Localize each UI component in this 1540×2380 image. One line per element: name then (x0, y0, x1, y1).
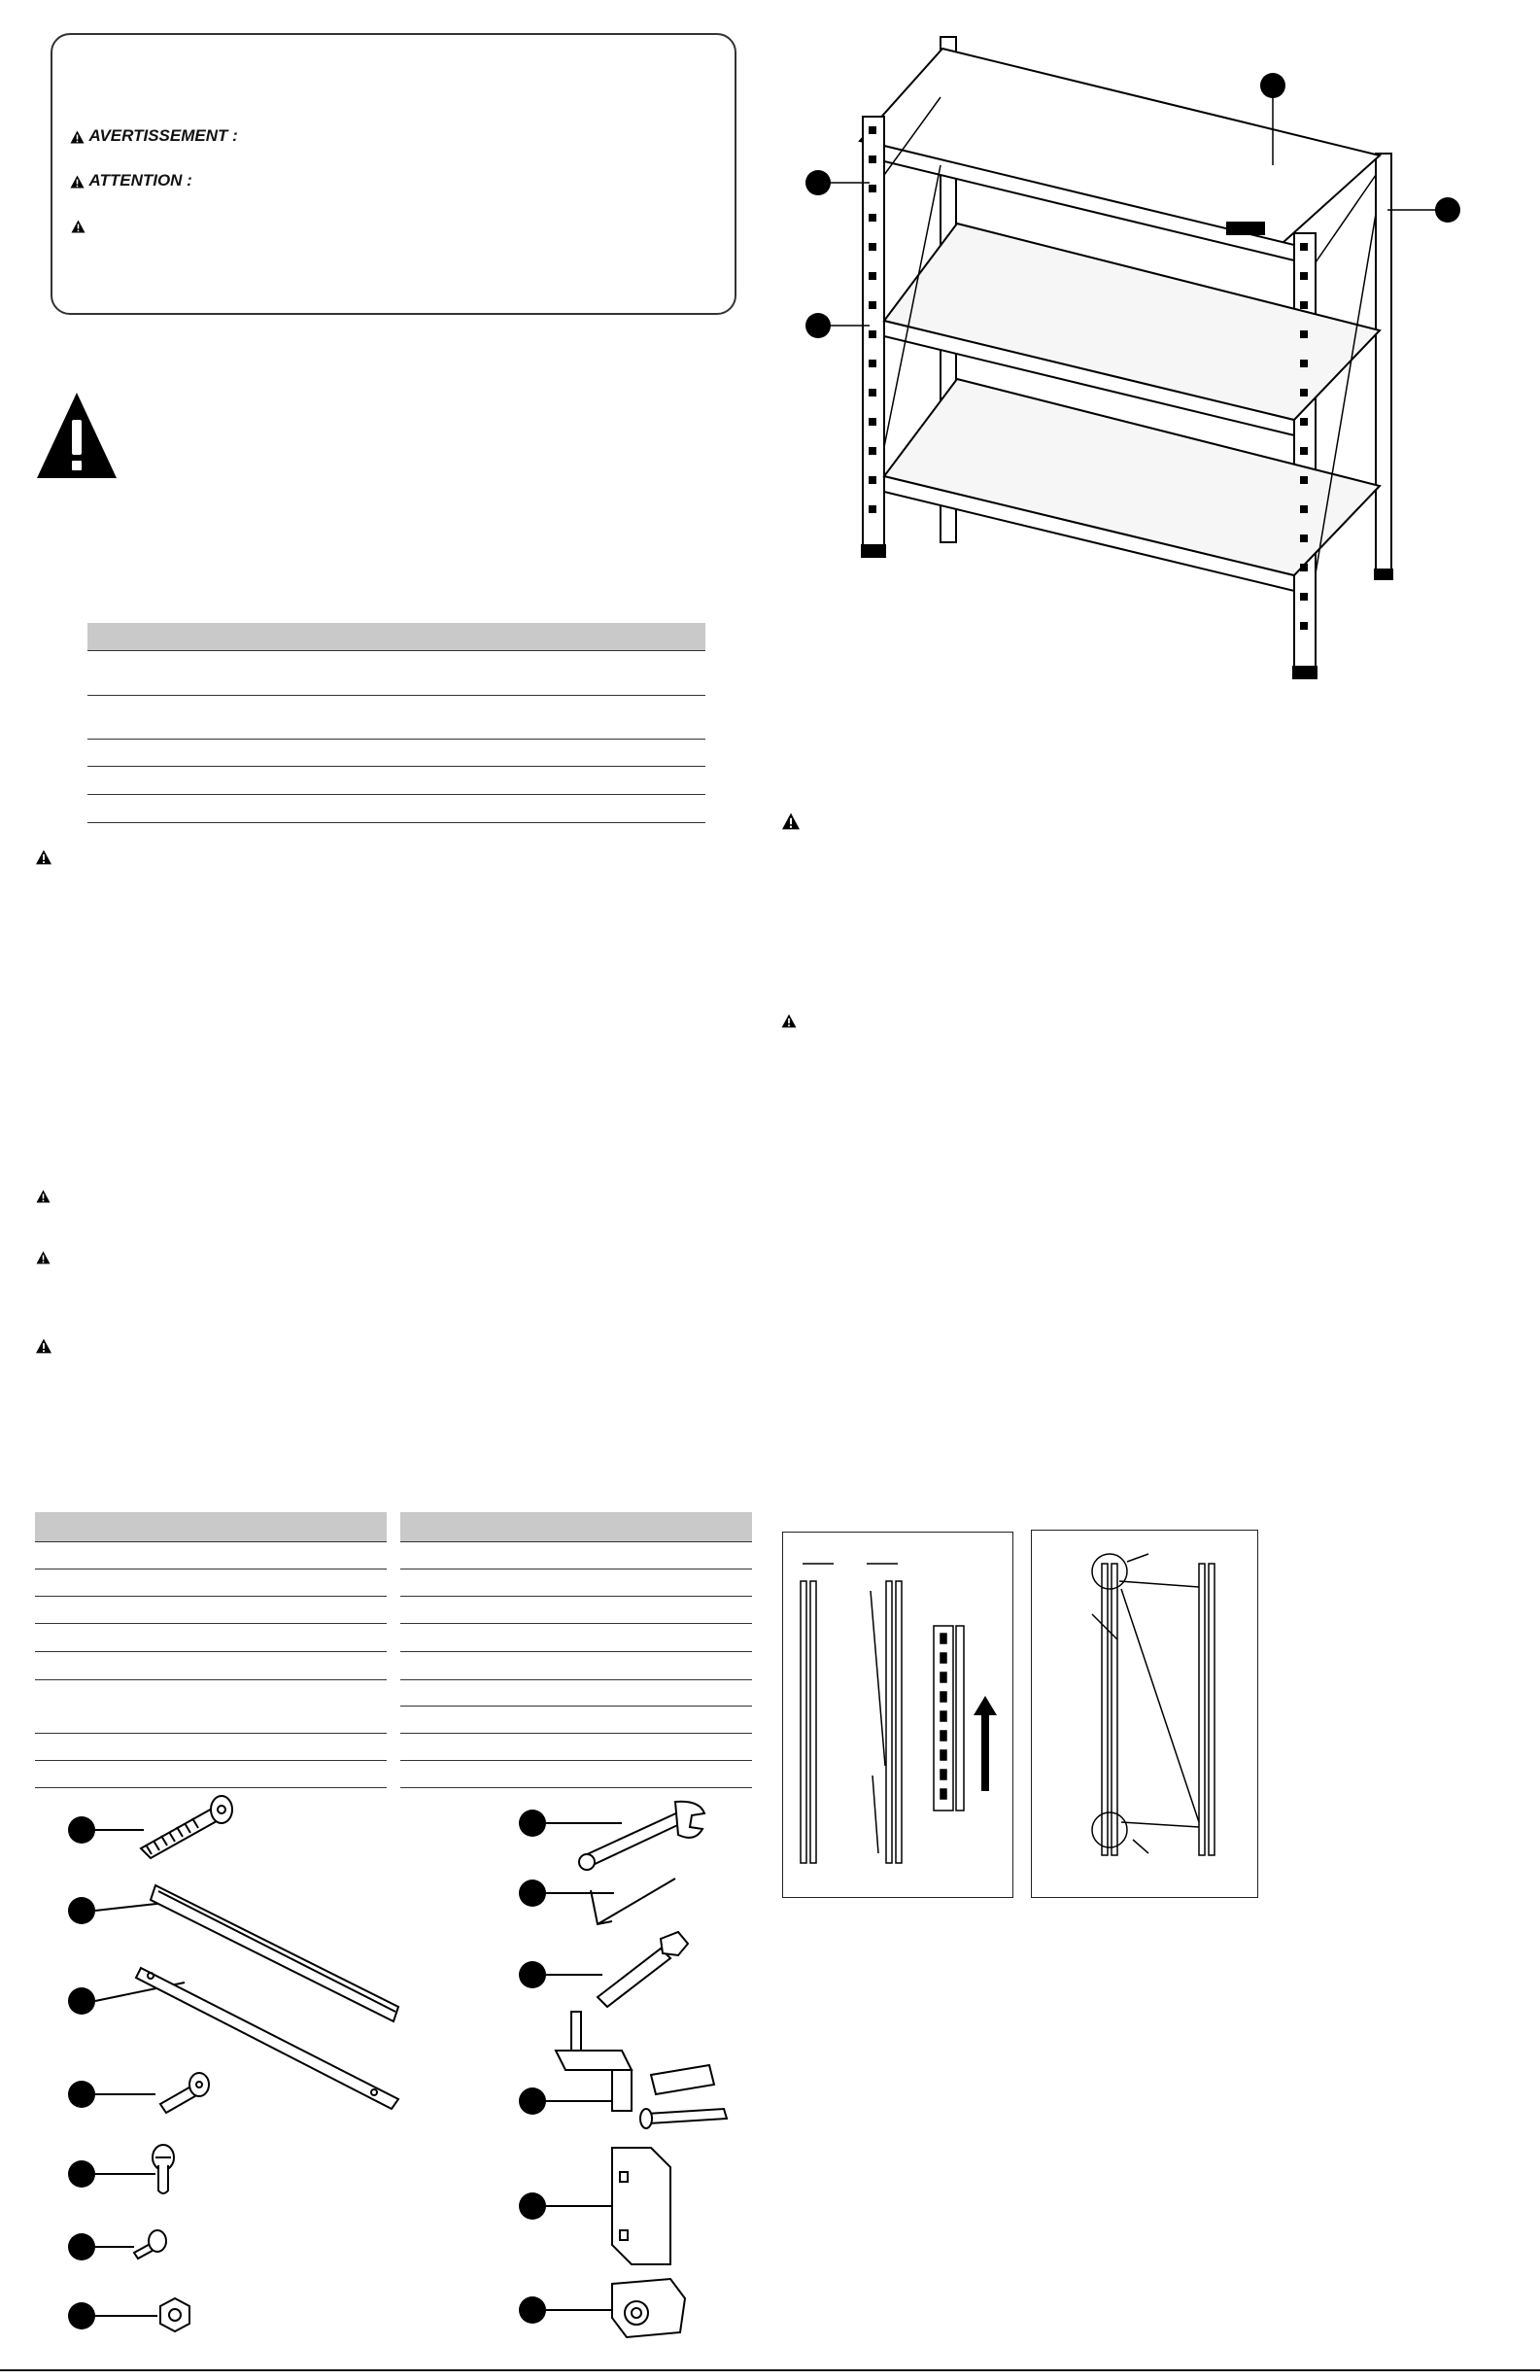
shelf-clip-icon (612, 2279, 685, 2337)
table-rule (400, 1760, 752, 1761)
assembly-figure-1 (782, 1532, 1013, 1898)
table-rule (400, 1679, 752, 1680)
post-assembly-diagram (783, 1533, 1012, 1897)
hardware-tools-right (505, 1788, 758, 2362)
shelving-unit-illustration (797, 19, 1477, 680)
hex-key-icon (591, 1879, 675, 1924)
parts-table-left-header (35, 1512, 387, 1541)
assembly-figure-2 (1031, 1530, 1258, 1898)
hardware-parts-left (58, 1788, 408, 2362)
warning-triangle-icon (35, 849, 52, 865)
table-rule (87, 766, 705, 767)
table-rule (87, 739, 705, 740)
warning-triangle-icon (70, 175, 85, 189)
warning-triangle-icon (36, 1190, 51, 1203)
bracing-diagram (1032, 1531, 1257, 1897)
footer-rule (0, 2369, 1540, 2371)
large-warning-icon (35, 391, 119, 480)
table-rule (35, 1651, 387, 1652)
bolt-icon (141, 1796, 232, 1858)
parts-table-right-header (400, 1512, 752, 1541)
table-rule (35, 1679, 387, 1680)
table-rule (87, 650, 705, 651)
attention-label: ATTENTION : (88, 171, 192, 190)
table-rule (35, 1596, 387, 1597)
attention-row (70, 171, 192, 190)
arrow-up-icon (974, 1696, 997, 1791)
table-rule (400, 1706, 752, 1707)
table-rule (87, 794, 705, 795)
u-bracket-icon (612, 2148, 670, 2264)
table-rule (87, 822, 705, 823)
table-rule (35, 1623, 387, 1624)
warning-triangle-icon (781, 812, 801, 830)
table-rule (35, 1760, 387, 1761)
table-rule (400, 1733, 752, 1734)
spec-table-header (87, 623, 705, 650)
table-rule (400, 1623, 752, 1624)
warning-triangle-icon (35, 1338, 52, 1354)
table-rule (400, 1541, 752, 1542)
avertissement-row (70, 126, 238, 146)
table-rule (35, 1541, 387, 1542)
avertissement-label: AVERTISSEMENT : (88, 126, 238, 145)
table-rule (400, 1596, 752, 1597)
table-rule (35, 1733, 387, 1734)
warning-triangle-icon (71, 220, 86, 233)
warning-triangle-icon (36, 1251, 51, 1264)
table-rule (87, 695, 705, 696)
wrench-icon (583, 1811, 686, 1866)
warning-triangle-icon (70, 130, 85, 144)
table-rule (400, 1651, 752, 1652)
driver-bit-icon (598, 1949, 670, 2007)
warning-triangle-icon (781, 1014, 797, 1028)
